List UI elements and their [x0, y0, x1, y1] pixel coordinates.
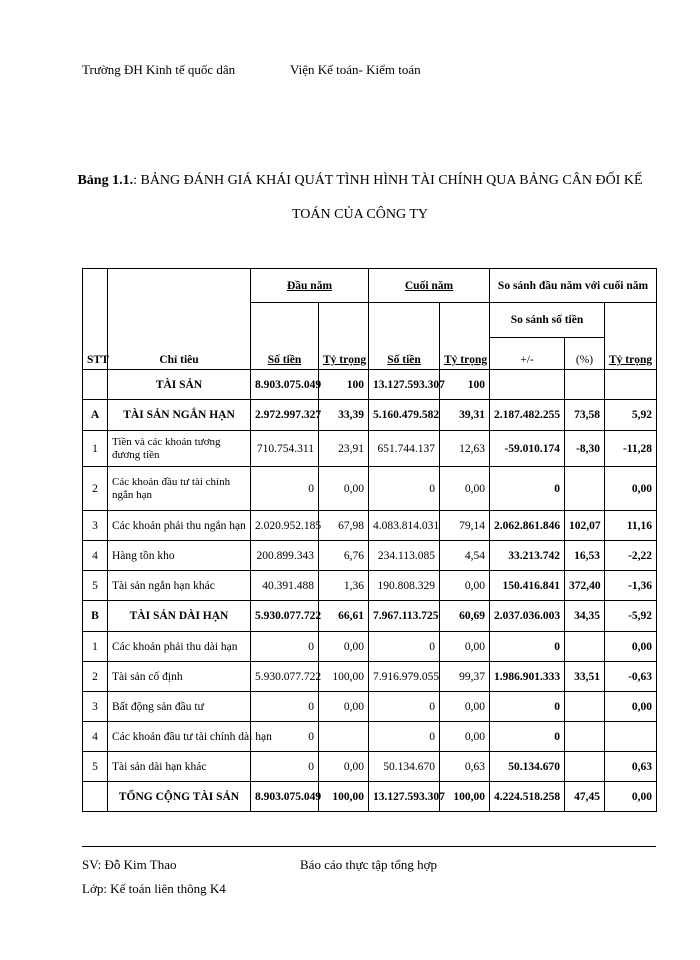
cell-dn-tt: 100,00 [319, 782, 369, 812]
cell-ss-tien: 4.224.518.258 [490, 782, 565, 812]
cell-ss-tt: 0,63 [605, 752, 657, 782]
cell-name: TÀI SẢN [108, 370, 251, 400]
table-title [60, 164, 660, 232]
cell-stt: 2 [83, 467, 108, 511]
cell-cn-tien: 7.916.979.055 [369, 662, 440, 692]
cell-dn-tien: 0 [251, 632, 319, 662]
table-row [83, 571, 657, 601]
table-row [83, 662, 657, 692]
cell-cn-tt: 100,00 [440, 782, 490, 812]
cell-name: Hàng tồn kho [108, 541, 251, 571]
cell-ss-tien: -59.010.174 [490, 431, 565, 467]
cell-cn-tt: 60,69 [440, 601, 490, 632]
cell-stt: A [83, 400, 108, 431]
cell-dn-tt: 0,00 [319, 467, 369, 511]
cell-stt: 2 [83, 662, 108, 692]
cell-cn-tt: 12,63 [440, 431, 490, 467]
financial-table [82, 268, 657, 812]
cell-dn-tien: 0 [251, 752, 319, 782]
cell-ss-pct: 33,51 [565, 662, 605, 692]
cell-dn-tien: 8.903.075.049 [251, 782, 319, 812]
cell-cn-tien: 13.127.593.307 [369, 782, 440, 812]
header-cn-ty-trong [440, 303, 490, 370]
footer-class: Lớp: Kế toán liên thông K4 [82, 881, 226, 896]
header-ss-ty-trong [605, 303, 657, 370]
cell-name: Các khoản phải thu dài hạn [108, 632, 251, 662]
cell-cn-tien: 0 [369, 467, 440, 511]
cell-ss-tt: -1,36 [605, 571, 657, 601]
header-pct: (%) [565, 338, 605, 370]
cell-stt: 3 [83, 511, 108, 541]
cell-ss-tien: 33.213.742 [490, 541, 565, 571]
cell-cn-tien: 190.808.329 [369, 571, 440, 601]
cell-ss-tt: -2,22 [605, 541, 657, 571]
cell-cn-tien: 50.134.670 [369, 752, 440, 782]
cell-dn-tt: 67,98 [319, 511, 369, 541]
cell-ss-pct: 102,07 [565, 511, 605, 541]
cell-ss-tt: 0,00 [605, 692, 657, 722]
cell-cn-tien: 7.967.113.725 [369, 601, 440, 632]
header-cn-so-tien [369, 303, 440, 370]
cell-dn-tt: 100,00 [319, 662, 369, 692]
cell-cn-tien: 0 [369, 722, 440, 752]
header-dn-so-tien-text: Số tiền [267, 354, 302, 366]
cell-cn-tien: 234.113.085 [369, 541, 440, 571]
table-row [83, 400, 657, 431]
cell-dn-tien: 0 [251, 722, 319, 752]
cell-ss-pct: 73,58 [565, 400, 605, 431]
table-row [83, 370, 657, 400]
cell-name: Các khoản phải thu ngắn hạn [108, 511, 251, 541]
cell-dn-tt: 33,39 [319, 400, 369, 431]
cell-stt: B [83, 601, 108, 632]
cell-ss-tt: -0,63 [605, 662, 657, 692]
title-prefix: Bảng 1.1. [77, 173, 134, 188]
cell-ss-tt: 5,92 [605, 400, 657, 431]
cell-name: Tài sản cố định [108, 662, 251, 692]
cell-ss-pct [565, 370, 605, 400]
cell-ss-tien: 0 [490, 467, 565, 511]
cell-cn-tien: 0 [369, 692, 440, 722]
cell-cn-tien: 13.127.593.307 [369, 370, 440, 400]
cell-stt: 5 [83, 752, 108, 782]
cell-ss-tt: 11,16 [605, 511, 657, 541]
cell-name: Các khoản đầu tư tài chính ngắn hạn [108, 467, 251, 511]
cell-ss-tien: 0 [490, 692, 565, 722]
footer-divider [82, 846, 656, 847]
header-school: Trường ĐH Kinh tế quốc dân [82, 62, 236, 77]
cell-name: Bất động sản đầu tư [108, 692, 251, 722]
header-plus-minus: +/- [490, 338, 565, 370]
cell-ss-pct: 16,53 [565, 541, 605, 571]
cell-cn-tt: 99,37 [440, 662, 490, 692]
cell-dn-tt: 0,00 [319, 752, 369, 782]
cell-ss-tt [605, 722, 657, 752]
cell-cn-tien: 5.160.479.582 [369, 400, 440, 431]
cell-dn-tien: 5.930.077.722 [251, 601, 319, 632]
title-text: : BẢNG ĐÁNH GIÁ KHÁI QUÁT TÌNH HÌNH TÀI CHÍNH QUA BẢNG CÂN ĐỐI KẾ TOÁN CỦA CÔNG TY [133, 173, 643, 222]
cell-name: TỔNG CỘNG TÀI SẢN [108, 782, 251, 812]
cell-dn-tt: 100 [319, 370, 369, 400]
cell-name: Tài sản dài hạn khác [108, 752, 251, 782]
cell-ss-pct: -8,30 [565, 431, 605, 467]
cell-dn-tien: 0 [251, 692, 319, 722]
table-row [83, 632, 657, 662]
cell-stt: 1 [83, 632, 108, 662]
table-body [83, 370, 657, 812]
table-row [83, 722, 657, 752]
header-dau-nam [251, 269, 369, 303]
cell-cn-tien: 4.083.814.031 [369, 511, 440, 541]
header-cuoi-nam [369, 269, 490, 303]
table-row [83, 541, 657, 571]
cell-ss-pct [565, 467, 605, 511]
cell-ss-pct: 47,45 [565, 782, 605, 812]
table-row [83, 511, 657, 541]
cell-ss-pct [565, 752, 605, 782]
cell-dn-tt: 0,00 [319, 692, 369, 722]
cell-dn-tt: 0,00 [319, 632, 369, 662]
cell-dn-tien: 2.972.997.327 [251, 400, 319, 431]
cell-stt: 5 [83, 571, 108, 601]
cell-dn-tt: 6,76 [319, 541, 369, 571]
cell-ss-tt: 0,00 [605, 467, 657, 511]
header-cn-ty-trong-text: Tỷ trọng [444, 354, 488, 366]
cell-ss-pct [565, 692, 605, 722]
cell-ss-tt: 0,00 [605, 632, 657, 662]
cell-cn-tt: 0,00 [440, 692, 490, 722]
cell-cn-tien: 0 [369, 632, 440, 662]
table-row [83, 692, 657, 722]
cell-ss-tien: 2.062.861.846 [490, 511, 565, 541]
cell-ss-tt: 0,00 [605, 782, 657, 812]
cell-ss-pct: 372,40 [565, 571, 605, 601]
cell-ss-tien [490, 370, 565, 400]
cell-stt [83, 370, 108, 400]
cell-dn-tien: 710.754.311 [251, 431, 319, 467]
header-chi-tieu: Chỉ tiêu [108, 269, 251, 370]
cell-name: TÀI SẢN DÀI HẠN [108, 601, 251, 632]
cell-name: Các khoản đầu tư tài chính dài hạn [108, 722, 251, 752]
cell-stt [83, 782, 108, 812]
cell-cn-tt: 0,00 [440, 467, 490, 511]
header-institute: Viện Kế toán- Kiểm toán [290, 62, 421, 77]
cell-ss-tien: 50.134.670 [490, 752, 565, 782]
header-so-sanh: So sánh đầu năm với cuối năm [490, 269, 657, 303]
cell-cn-tt: 0,00 [440, 632, 490, 662]
cell-stt: 1 [83, 431, 108, 467]
cell-cn-tt: 0,00 [440, 722, 490, 752]
cell-cn-tt: 100 [440, 370, 490, 400]
header-dau-nam-text: Đầu năm [286, 279, 333, 292]
cell-ss-tien: 150.416.841 [490, 571, 565, 601]
cell-stt: 4 [83, 541, 108, 571]
cell-ss-tt [605, 370, 657, 400]
cell-stt: 3 [83, 692, 108, 722]
cell-cn-tt: 0,00 [440, 571, 490, 601]
cell-ss-tien: 0 [490, 722, 565, 752]
cell-ss-tt: -11,28 [605, 431, 657, 467]
cell-dn-tien: 200.899.343 [251, 541, 319, 571]
table-row [83, 467, 657, 511]
cell-cn-tt: 79,14 [440, 511, 490, 541]
cell-dn-tien: 40.391.488 [251, 571, 319, 601]
cell-dn-tien: 2.020.952.185 [251, 511, 319, 541]
cell-ss-pct: 34,35 [565, 601, 605, 632]
cell-cn-tien: 651.744.137 [369, 431, 440, 467]
cell-stt: 4 [83, 722, 108, 752]
cell-cn-tt: 39,31 [440, 400, 490, 431]
header-dn-so-tien [251, 303, 319, 370]
cell-dn-tt: 66,61 [319, 601, 369, 632]
cell-ss-tien: 0 [490, 632, 565, 662]
header-stt: STT [83, 269, 108, 370]
cell-ss-tien: 1.986.901.333 [490, 662, 565, 692]
footer-report: Báo cáo thực tập tổng hợp [300, 857, 438, 872]
header-dn-ty-trong [319, 303, 369, 370]
cell-dn-tt: 1,36 [319, 571, 369, 601]
table-row [83, 782, 657, 812]
table-row [83, 601, 657, 632]
header-cuoi-nam-text: Cuối năm [404, 279, 454, 292]
cell-dn-tt [319, 722, 369, 752]
cell-cn-tt: 0,63 [440, 752, 490, 782]
cell-ss-pct [565, 632, 605, 662]
cell-ss-tt: -5,92 [605, 601, 657, 632]
cell-dn-tien: 8.903.075.049 [251, 370, 319, 400]
table-row [83, 752, 657, 782]
cell-name: Tiền và các khoản tương đương tiền [108, 431, 251, 467]
cell-ss-pct [565, 722, 605, 752]
cell-dn-tien: 5.930.077.722 [251, 662, 319, 692]
cell-name: Tài sản ngắn hạn khác [108, 571, 251, 601]
table-row [83, 431, 657, 467]
cell-ss-tien: 2.187.482.255 [490, 400, 565, 431]
header-so-sanh-so-tien: So sánh số tiền [490, 303, 605, 338]
header-dn-ty-trong-text: Tỷ trọng [323, 354, 367, 366]
header-cn-so-tien-text: Số tiền [387, 354, 421, 366]
header-ss-ty-trong-text: Tỷ trọng [609, 354, 653, 366]
cell-cn-tt: 4,54 [440, 541, 490, 571]
cell-dn-tien: 0 [251, 467, 319, 511]
cell-dn-tt: 23,91 [319, 431, 369, 467]
footer-student: SV: Đỗ Kim Thao [82, 857, 177, 872]
cell-ss-tien: 2.037.036.003 [490, 601, 565, 632]
cell-name: TÀI SẢN NGẮN HẠN [108, 400, 251, 431]
